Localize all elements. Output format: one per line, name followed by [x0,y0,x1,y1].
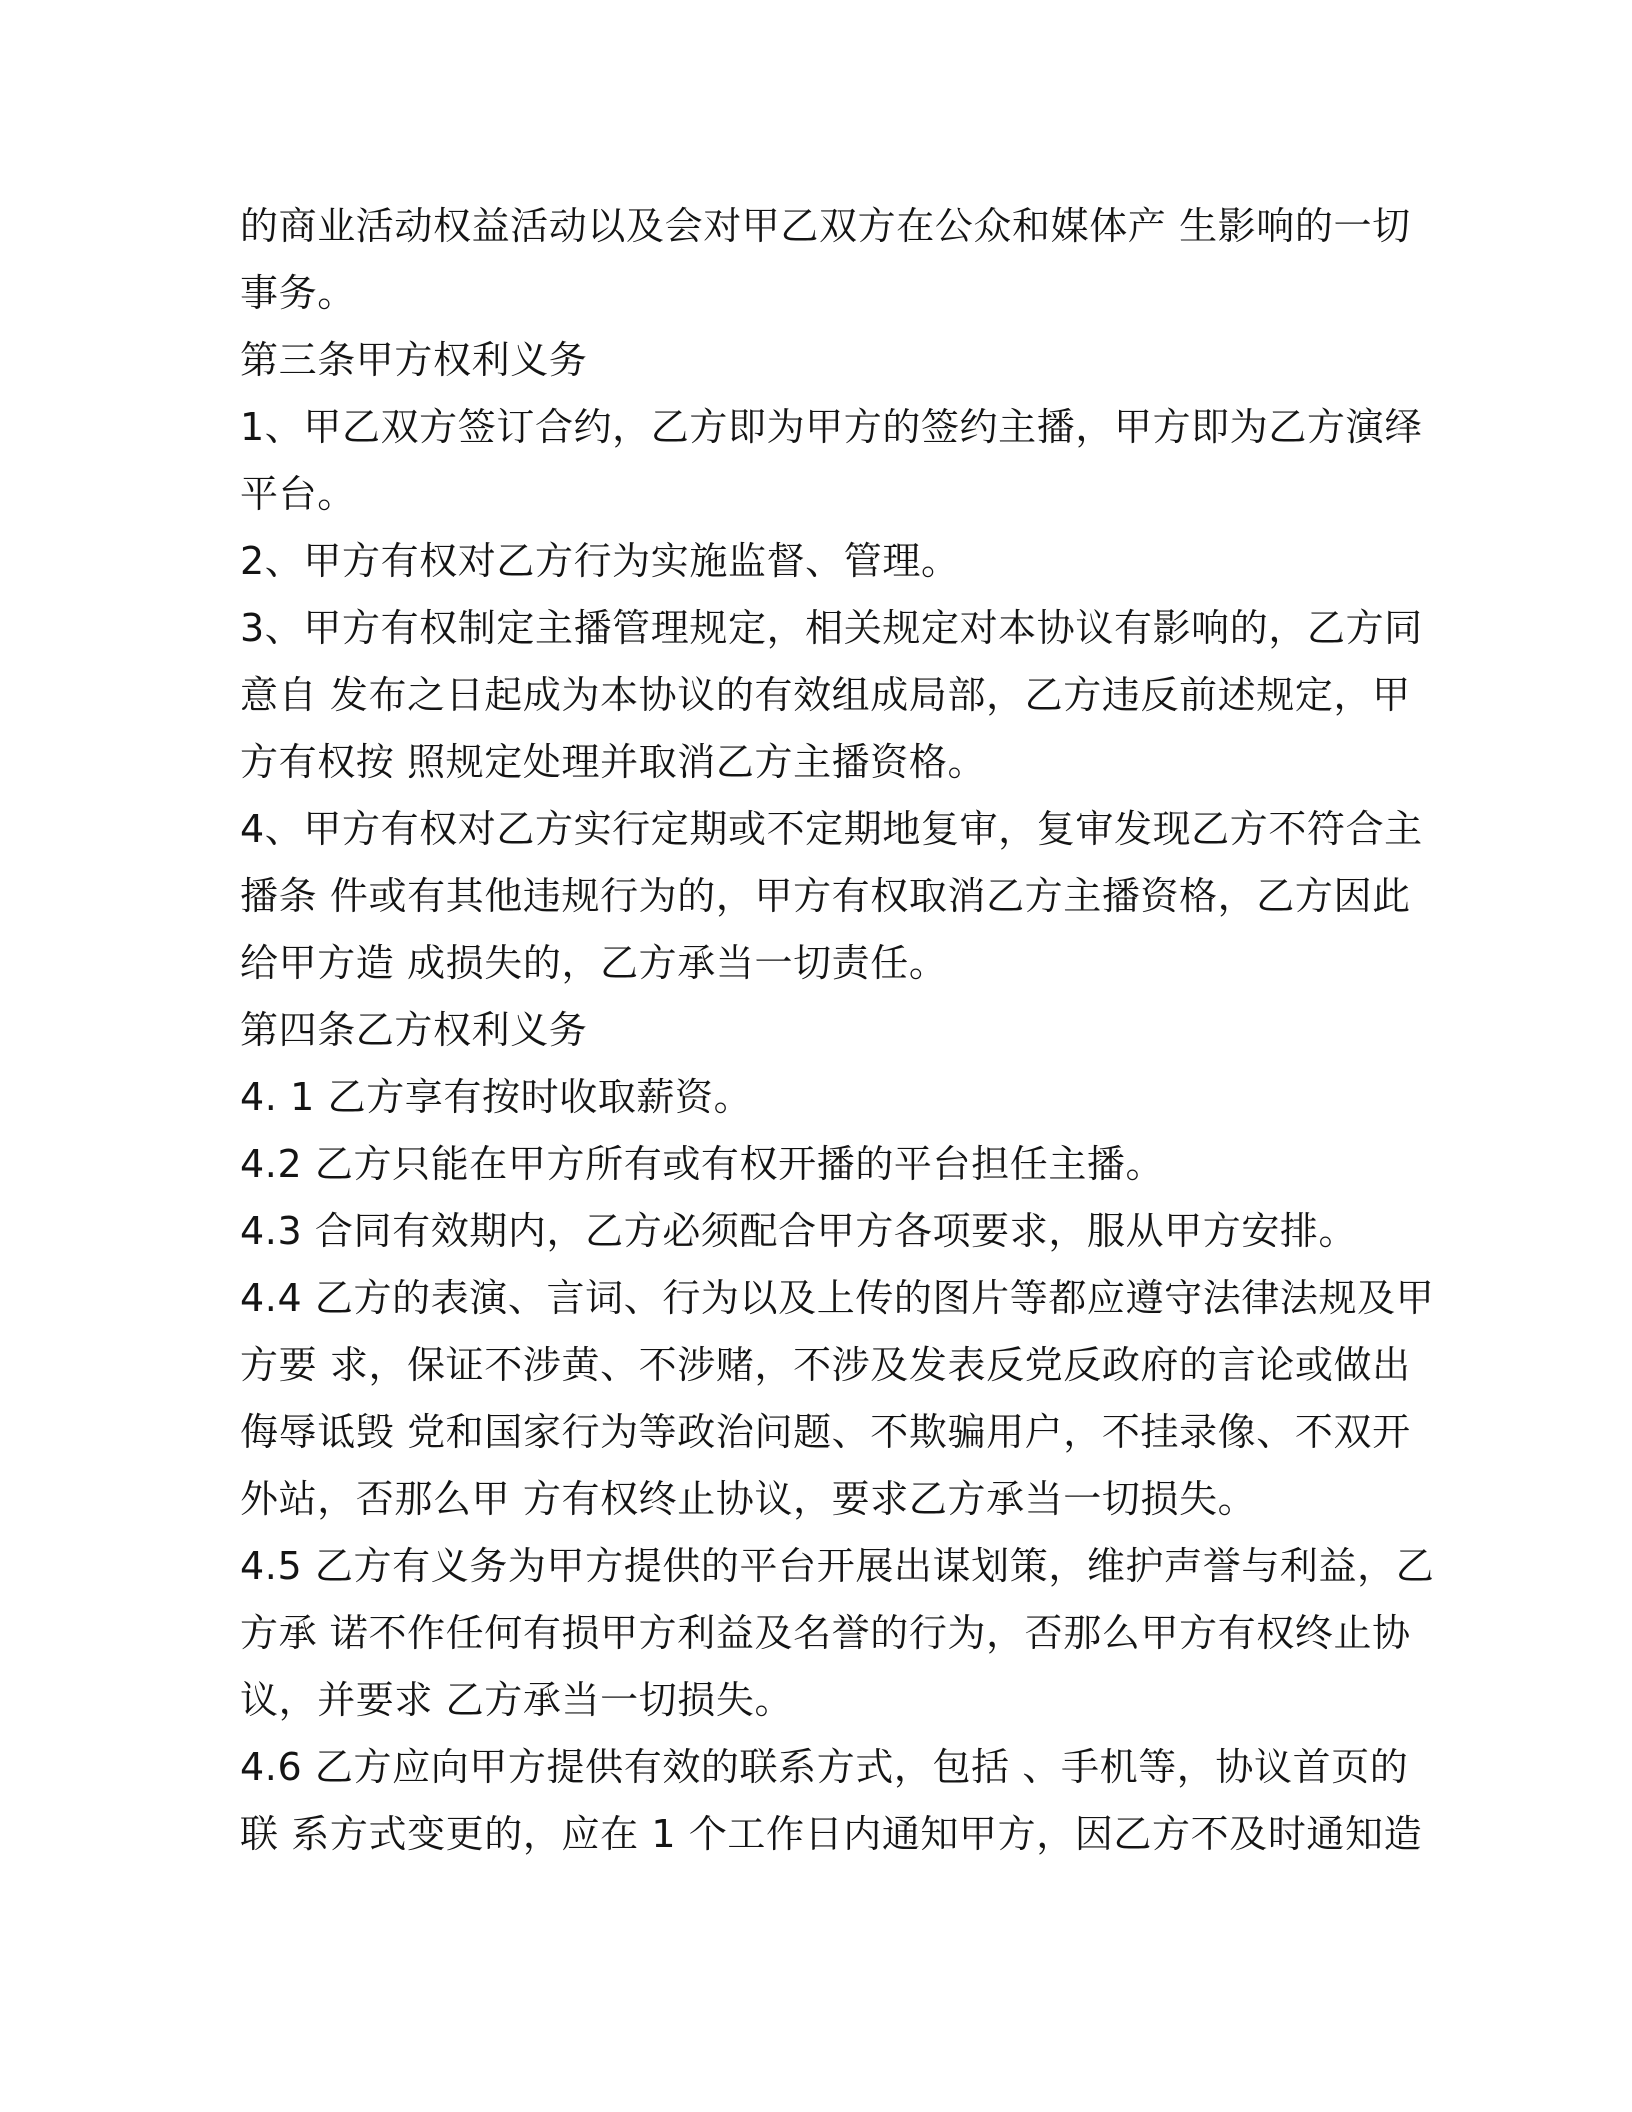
text-line: 的商业活动权益活动以及会对甲乙双方在公众和媒体产 生影响的一切 [240,204,1411,248]
text-line: 给甲方造 成损失的，乙方承当一切责任。 [240,941,948,985]
text-line: 方有权按 照规定处理并取消乙方主播资格。 [240,740,987,784]
text-line: 平台。 [240,472,356,516]
text-line: 4.2 乙方只能在甲方所有或有权开播的平台担任主播。 [240,1142,1165,1186]
text-line: 4. 1 乙方享有按时收取薪资。 [240,1075,753,1119]
text-line: 1、甲乙双方签订合约，乙方即为甲方的签约主播，甲方即为乙方演绎 [240,405,1423,449]
text-line: 4.5 乙方有义务为甲方提供的平台开展出谋划策，维护声誉与利益，乙 [240,1544,1435,1588]
text-line: 4.4 乙方的表演、言词、行为以及上传的图片等都应遵守法律法规及甲 [240,1276,1435,1320]
text-line: 意自 发布之日起成为本协议的有效组成局部，乙方违反前述规定，甲 [240,673,1411,717]
text-line: 4.3 合同有效期内，乙方必须配合甲方各项要求，服从甲方安排。 [240,1209,1358,1253]
text-line: 方要 求，保证不涉黄、不涉赌，不涉及发表反党反政府的言论或做出 [240,1343,1411,1387]
text-line: 议，并要求 乙方承当一切损失。 [240,1678,794,1722]
text-line: 外站，否那么甲 方有权终止协议，要求乙方承当一切损失。 [240,1477,1257,1521]
text-line: 4.6 乙方应向甲方提供有效的联系方式，包括 、手机等，协议首页的 [240,1745,1409,1789]
text-line: 方承 诺不作任何有损甲方利益及名誉的行为，否那么甲方有权终止协 [240,1611,1411,1655]
contract-text [240,193,1435,1868]
text-line: 事务。 [240,271,356,315]
section-heading: 第三条甲方权利义务 [240,338,588,382]
text-line: 联 系方式变更的，应在 1 个工作日内通知甲方，因乙方不及时通知造 [240,1812,1423,1856]
text-line: 播条 件或有其他违规行为的，甲方有权取消乙方主播资格，乙方因此 [240,874,1411,918]
text-line: 4、甲方有权对乙方实行定期或不定期地复审，复审发现乙方不符合主 [240,807,1423,851]
text-line: 3、甲方有权制定主播管理规定，相关规定对本协议有影响的，乙方同 [240,606,1423,650]
text-line: 侮辱诋毁 党和国家行为等政治问题、不欺骗用户，不挂录像、不双开 [240,1410,1411,1454]
text-line: 2、甲方有权对乙方行为实施监督、管理。 [240,539,960,583]
section-heading: 第四条乙方权利义务 [240,1008,588,1052]
